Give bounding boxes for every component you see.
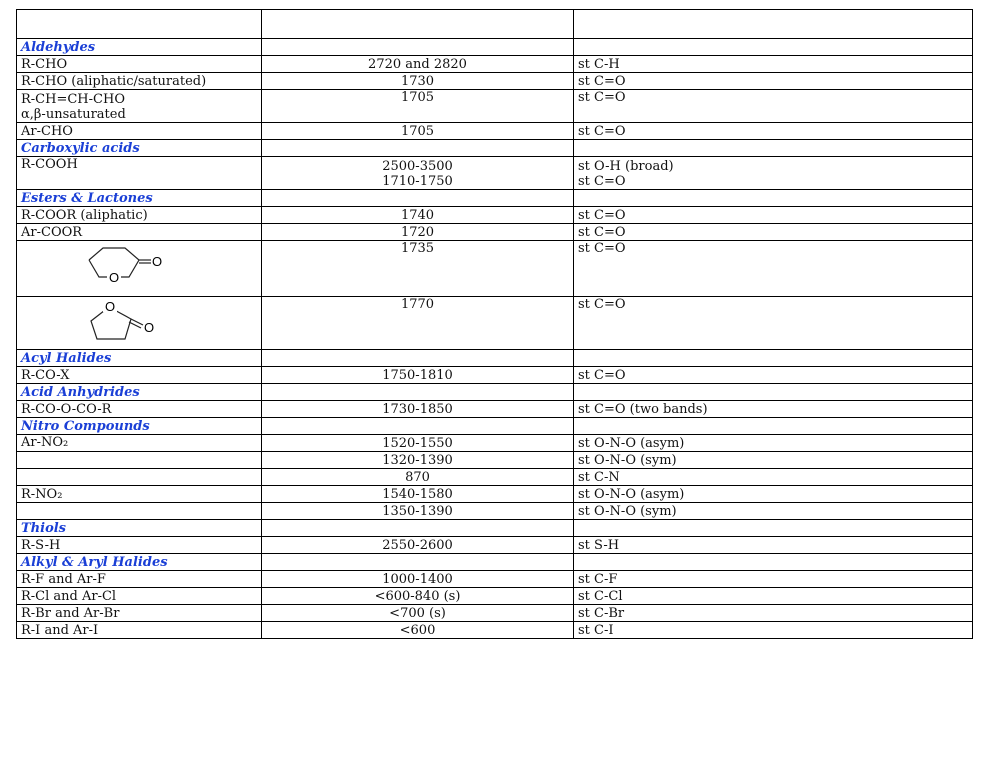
assignment-cell: st C=O [574, 73, 973, 90]
assignment-cell [574, 157, 973, 190]
compound-cell: R-CO-X [17, 367, 262, 384]
assignment-cell: st C=O [574, 123, 973, 140]
assignment-cell: st C-N [574, 469, 973, 486]
frequency-line-2: 1710-1750 [382, 174, 453, 189]
compound-cell: R-COOH [17, 157, 262, 190]
assignment-line-1: st O-H (broad) [578, 159, 674, 174]
frequency-cell: 1730-1850 [262, 401, 574, 418]
assignment-cell: st C=O [574, 207, 973, 224]
frequency-cell: 1720 [262, 224, 574, 241]
table-row [17, 452, 973, 469]
table-row [17, 73, 973, 90]
compound-cell: R-Br and Ar-Br [17, 605, 262, 622]
frequency-cell: 1320-1390 [262, 452, 574, 469]
assignment-line-2: st C=O [578, 174, 626, 189]
assignment-cell: st O-N-O (asym) [574, 486, 973, 503]
section-row [17, 384, 973, 401]
section-heading-anhydrides: Acid Anhydrides [17, 384, 262, 401]
table-header-blank-row [17, 10, 973, 39]
section-heading-carboxylic: Carboxylic acids [17, 140, 262, 157]
compound-cell [17, 452, 262, 469]
frequency-cell: 1000-1400 [262, 571, 574, 588]
frequency-cell [262, 157, 574, 190]
assignment-cell: st C=O [574, 241, 973, 297]
blank-cell [17, 10, 262, 39]
section-heading-thiols: Thiols [17, 520, 262, 537]
assignment-cell: st C-H [574, 56, 973, 73]
table-row [17, 537, 973, 554]
frequency-cell: 1540-1580 [262, 486, 574, 503]
frequency-cell: 1735 [262, 241, 574, 297]
compound-cell [17, 503, 262, 520]
section-heading-esters: Esters & Lactones [17, 190, 262, 207]
table-row [17, 207, 973, 224]
section-row [17, 520, 973, 537]
compound-cell: R-CHO (aliphatic/saturated) [17, 73, 262, 90]
table-row [17, 367, 973, 384]
carbonyl-oxygen-label: O [151, 253, 163, 269]
compound-cell: R-NO₂ [17, 486, 262, 503]
table-row [17, 123, 973, 140]
gamma-lactone-structure [81, 299, 181, 347]
table-row [17, 241, 973, 297]
section-row [17, 190, 973, 207]
assignment-cell: st C=O [574, 90, 973, 123]
assignment-cell: st C=O [574, 224, 973, 241]
assignment-cell: st C-F [574, 571, 973, 588]
frequency-line-1: 2500-3500 [382, 159, 453, 174]
section-heading-aldehydes: Aldehydes [17, 39, 262, 56]
carbonyl-oxygen-label: O [143, 320, 155, 335]
assignment-cell: st C=O [574, 367, 973, 384]
frequency-cell: <600 [262, 622, 574, 639]
table-row [17, 224, 973, 241]
section-row [17, 140, 973, 157]
assignment-cell: st C-Br [574, 605, 973, 622]
section-heading-acyl: Acyl Halides [17, 350, 262, 367]
table-row [17, 401, 973, 418]
assignment-cell: st O-N-O (sym) [574, 452, 973, 469]
compound-cell: Ar-COOR [17, 224, 262, 241]
compound-cell [17, 469, 262, 486]
assignment-cell: st O-N-O (asym) [574, 435, 973, 452]
section-row [17, 554, 973, 571]
compound-line-2: α,β-unsaturated [21, 107, 126, 122]
compound-cell: R-CO-O-CO-R [17, 401, 262, 418]
assignment-cell: st C-Cl [574, 588, 973, 605]
compound-cell: R-Cl and Ar-Cl [17, 588, 262, 605]
frequency-cell: 1520-1550 [262, 435, 574, 452]
frequency-cell: 2550-2600 [262, 537, 574, 554]
frequency-cell: <600-840 (s) [262, 588, 574, 605]
lactone-6-structure-cell [17, 241, 262, 297]
compound-line-1: R-CH=CH-CHO [21, 92, 125, 107]
frequency-cell: <700 (s) [262, 605, 574, 622]
assignment-cell: st C=O (two bands) [574, 401, 973, 418]
frequency-cell: 1740 [262, 207, 574, 224]
compound-cell: R-S-H [17, 537, 262, 554]
compound-cell: R-COOR (aliphatic) [17, 207, 262, 224]
frequency-cell: 870 [262, 469, 574, 486]
ring-oxygen-label: O [104, 299, 116, 314]
table-row [17, 157, 973, 190]
section-row [17, 39, 973, 56]
table-row [17, 486, 973, 503]
section-heading-halides: Alkyl & Aryl Halides [17, 554, 262, 571]
table-row [17, 503, 973, 520]
blank-cell [262, 10, 574, 39]
table-row [17, 622, 973, 639]
table-row [17, 90, 973, 123]
compound-cell [17, 90, 262, 123]
frequency-cell: 2720 and 2820 [262, 56, 574, 73]
section-row [17, 418, 973, 435]
assignment-cell: st C-I [574, 622, 973, 639]
ring-oxygen-label: O [108, 269, 120, 285]
table-row [17, 297, 973, 350]
assignment-cell: st C=O [574, 297, 973, 350]
frequency-cell: 1730 [262, 73, 574, 90]
table-row [17, 56, 973, 73]
table-row [17, 605, 973, 622]
frequency-cell: 1770 [262, 297, 574, 350]
frequency-cell: 1705 [262, 123, 574, 140]
frequency-cell: 1350-1390 [262, 503, 574, 520]
table-row [17, 435, 973, 452]
section-heading-nitro: Nitro Compounds [17, 418, 262, 435]
assignment-cell: st S-H [574, 537, 973, 554]
ir-frequency-table [16, 9, 972, 639]
frequency-cell: 1705 [262, 90, 574, 123]
table-row [17, 469, 973, 486]
table-row [17, 571, 973, 588]
blank-cell [574, 10, 973, 39]
delta-lactone-structure [81, 243, 181, 295]
section-row [17, 350, 973, 367]
compound-cell: Ar-CHO [17, 123, 262, 140]
frequency-cell: 1750-1810 [262, 367, 574, 384]
compound-cell: R-F and Ar-F [17, 571, 262, 588]
table-row [17, 588, 973, 605]
compound-cell: R-I and Ar-I [17, 622, 262, 639]
compound-cell: R-CHO [17, 56, 262, 73]
lactone-5-structure-cell [17, 297, 262, 350]
assignment-cell: st O-N-O (sym) [574, 503, 973, 520]
compound-cell: Ar-NO₂ [17, 435, 262, 452]
